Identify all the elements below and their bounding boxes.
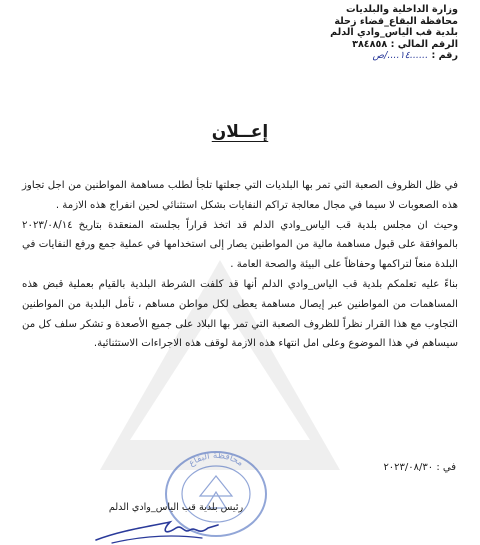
reference-label: رقم : xyxy=(428,50,458,61)
signatory-title: رئيس بلدية قب الياس_وادي الدلم xyxy=(108,502,244,513)
governorate-name: محافظة البقاع_قضاء زحلة xyxy=(334,15,458,27)
document-body xyxy=(22,176,458,354)
ministry-name: وزارة الداخلية والبلديات xyxy=(345,4,458,15)
reference-number: ......١٤..../ص xyxy=(372,50,429,61)
paragraph-2: وحيث ان مجلس بلدية قب الياس_وادي الدلم قد اتخذ قراراً بجلسته المنعقدة بتاريخ ٢٠٢٣/٠٨/١٤ بالموافقة على قبول مساهمة مالية من المواطنين يصار إلى استخدامها في عملية جمع ورفع النفايات في البلدة منعاً لتراكمها وحفاظاً على البيئة والصحة العامة . xyxy=(22,219,458,271)
paragraph-3: بناءً عليه تعلمكم بلدية قب الياس_وادي الدلم أنها قد كلفت الشرطة البلدية بالقيام بعملية قبض هذه المساهمات من المواطنين عبر إيصال مساهمة يعطى لكل مواطن مساهم ، تأمل البلدية من المواطنين التجاوب مع هذا القرار نظراً للظروف الصعبة التي تمر بها البلاد على جميع الأصعدة و تشكر سلف كل من سيساهم في هذا الموضوع وعلى امل انتهاء هذه الازمة لوقف هذه الاجراءات الاستثنائية. xyxy=(22,278,458,350)
municipality-name: بلدية قب الياس_وادي الدلم xyxy=(330,27,458,38)
fiscal-number: ٣٨٤٨٥٨ xyxy=(352,38,388,50)
document-title: إعــلان xyxy=(211,122,269,142)
document-date: في : ٢٠٢٣/٠٨/٣٠ xyxy=(383,462,456,473)
stamp-text: محافظة البقاع xyxy=(187,450,245,469)
fiscal-number-label: الرقم المالي : xyxy=(387,38,458,50)
fiscal-number-line xyxy=(258,39,458,51)
letterhead xyxy=(258,4,458,62)
reference-line xyxy=(258,50,458,62)
handwritten-signature-icon xyxy=(92,516,222,545)
paragraph-1: في ظل الظروف الصعبة التي تمر بها البلديات التي جعلتها تلجأ لطلب مساهمة المواطنين من اجل تجاوز هذه الصعوبات لا سيما في مجال معالجة تراكم النفايات بشكل استثنائي لحين انفراج هذه الازمة . xyxy=(22,180,458,211)
